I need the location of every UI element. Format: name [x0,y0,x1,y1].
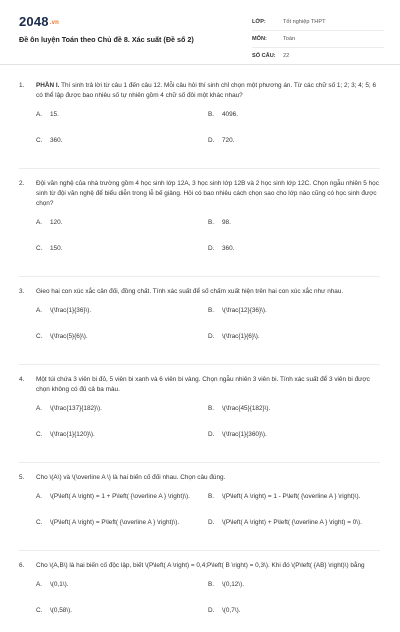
answer-choices [36,492,380,544]
choice-text: \(P\left( A \right) = 1 - P\left( {\overline A } \right)\). [222,493,361,500]
choice-text: \(0,58\). [50,607,73,614]
choice-letter: B. [208,493,215,500]
question-body [36,561,380,632]
question-item [19,81,380,162]
answer-choice-c[interactable] [36,332,208,352]
choice-letter: A. [36,493,43,500]
answer-choice-b[interactable] [208,492,380,512]
choice-letter: A. [36,405,43,412]
choice-text: \(0,7\). [222,607,241,614]
answer-choice-c[interactable] [36,136,208,156]
choice-letter: B. [208,581,215,588]
choice-letter: A. [36,581,43,588]
question-number: 5. [19,474,25,481]
question-stem: Thí sinh trả lời từ câu 1 đến câu 12. Mỗi câu hỏi thí sinh chỉ chọn một phương án. Từ các chữ số 1; 2; 3; 4; 5; 6 có thể lập được bao nhiêu số tự nhiên gồm 4 chữ số đôi một khác nhau? [36,82,376,99]
choice-letter: B. [208,307,215,314]
answer-choices [36,404,380,456]
answer-choice-c[interactable] [36,430,208,450]
question-text: Cho \(A,B\) là hai biến cố độc lập, biết \(P\left( A \right) = 0,4;P\left( B \right) = 0,3\). Khi đó \(P\left( {AB} \right)\) bằng [36,562,365,569]
choice-letter: B. [208,405,215,412]
answer-choice-d[interactable] [208,244,380,264]
page-header [0,0,400,65]
question-item [19,375,380,456]
answer-choice-b[interactable] [208,580,380,600]
choice-text: \(\frac{45}{182}\). [222,405,271,412]
question-body [36,375,380,456]
question-divider [19,276,380,277]
choice-letter: D. [208,519,215,526]
choice-text: \(\frac{12}{36}\). [222,307,267,314]
question-body [36,81,380,162]
choice-letter: B. [208,111,215,118]
choice-text: \(\frac{1}{36}\). [50,307,92,314]
choice-text: 360. [222,245,235,252]
choice-text: \(P\left( A \right) + P\left( {\overline A } \right) = 0\). [222,519,362,526]
choice-text: 720. [222,137,235,144]
question-item [19,473,380,544]
choice-text: 360. [50,137,63,144]
question-divider [19,168,380,169]
answer-choices [36,306,380,358]
meta-label: SỐ CÂU: [252,53,276,59]
choice-letter: C. [36,431,43,438]
meta-row-class [252,14,384,31]
question-body [36,473,380,544]
answer-choice-b[interactable] [208,404,380,424]
question-text: Một túi chứa 3 viên bi đỏ, 5 viên bi xanh và 6 viên bi vàng. Chọn ngẫu nhiên 3 viên bi. Tính xác suất để 3 viên bi được chọn không có đủ cả ba màu. [36,376,370,393]
choice-text: 98. [222,219,231,226]
choice-text: \(P\left( A \right) = 1 + P\left( {\overline A } \right)\). [50,493,190,500]
question-number: 6. [19,562,25,569]
question-list [0,65,400,632]
answer-choice-a[interactable] [36,404,208,424]
answer-choice-a[interactable] [36,580,208,600]
answer-choices [36,218,380,270]
question-number: 2. [19,180,25,187]
question-item [19,179,380,270]
choice-text: \(\frac{1}{6}\). [222,333,260,340]
answer-choice-b[interactable] [208,218,380,238]
choice-letter: C. [36,333,43,340]
question-text: Đội văn nghệ của nhà trường gồm 4 học sinh lớp 12A, 3 học sinh lớp 12B và 2 học sinh lớp 12C. Chọn ngẫu nhiên 5 học sinh từ đội văn nghệ để biểu diễn trong lễ bế giảng. Hỏi có bao nhiêu cách chọn sao cho lớp nào cũng có học sinh được chọn? [36,180,379,207]
question-divider [19,364,380,365]
meta-value: 22 [283,53,290,59]
choice-text: \(\frac{1}{120}\). [50,431,95,438]
answer-choice-d[interactable] [208,606,380,626]
choice-text: \(\frac{137}{182}\). [50,405,102,412]
meta-value: Toán [283,36,296,42]
answer-choice-d[interactable] [208,518,380,538]
answer-choice-b[interactable] [208,110,380,130]
answer-choice-d[interactable] [208,430,380,450]
answer-choice-c[interactable] [36,606,208,626]
logo-suffix: .vn [49,19,60,26]
choice-letter: C. [36,245,43,252]
question-item [19,561,380,632]
choice-text: 120. [50,219,63,226]
meta-row-count [252,48,384,64]
answer-choice-a[interactable] [36,306,208,326]
choice-text: \(0,12\). [222,581,245,588]
logo-text: 2048 [19,14,49,29]
choice-text: \(P\left( A \right) = P\left( {\overline A } \right)\). [50,519,180,526]
answer-choice-b[interactable] [208,306,380,326]
question-text: Gieo hai con xúc xắc cân đối, đồng chất. Tính xác suất để số chấm xuất hiện trên hai con xúc xắc như nhau. [36,288,344,295]
choice-letter: A. [36,111,43,118]
exam-meta-table [252,14,384,64]
choice-letter: D. [208,333,215,340]
answer-choice-d[interactable] [208,136,380,156]
section-intro: PHẦN I. [36,82,60,89]
meta-value: Tốt nghiệp THPT [283,19,326,25]
choice-text: \(\frac{1}{360}\). [222,431,267,438]
choice-text: 150. [50,245,63,252]
choice-letter: C. [36,607,43,614]
answer-choice-c[interactable] [36,518,208,538]
meta-label: MÔN: [252,36,267,42]
choice-letter: C. [36,137,43,144]
answer-choices [36,110,380,162]
question-number: 4. [19,376,25,383]
question-number: 3. [19,288,25,295]
choice-letter: B. [208,219,215,226]
answer-choice-a[interactable] [36,492,208,512]
question-number: 1. [19,82,25,89]
choice-letter: D. [208,245,215,252]
question-divider [19,462,380,463]
choice-letter: D. [208,607,215,614]
answer-choice-a[interactable] [36,110,208,130]
question-divider [19,550,380,551]
choice-letter: D. [208,137,215,144]
choice-text: \(0,1\). [50,581,69,588]
question-text: Cho \(A\) và \(\overline A \) là hai biến cố đối nhau. Chọn câu đúng. [36,474,226,481]
answer-choices [36,580,380,632]
choice-letter: C. [36,519,43,526]
choice-letter: A. [36,307,43,314]
question-item [19,287,380,358]
choice-text: \(\frac{5}{6}\). [50,333,88,340]
document-title: Đề ôn luyện Toán theo Chủ đề 8. Xác suất (Đề số 2) [19,35,194,44]
question-body [36,287,380,358]
question-text [36,81,380,101]
choice-letter: A. [36,219,43,226]
choice-text: 15. [50,111,59,118]
meta-row-subject [252,31,384,48]
choice-letter: D. [208,431,215,438]
answer-choice-a[interactable] [36,218,208,238]
meta-label: LỚP: [252,19,266,25]
site-logo[interactable] [19,14,59,29]
choice-text: 4096. [222,111,238,118]
answer-choice-d[interactable] [208,332,380,352]
question-body [36,179,380,270]
answer-choice-c[interactable] [36,244,208,264]
